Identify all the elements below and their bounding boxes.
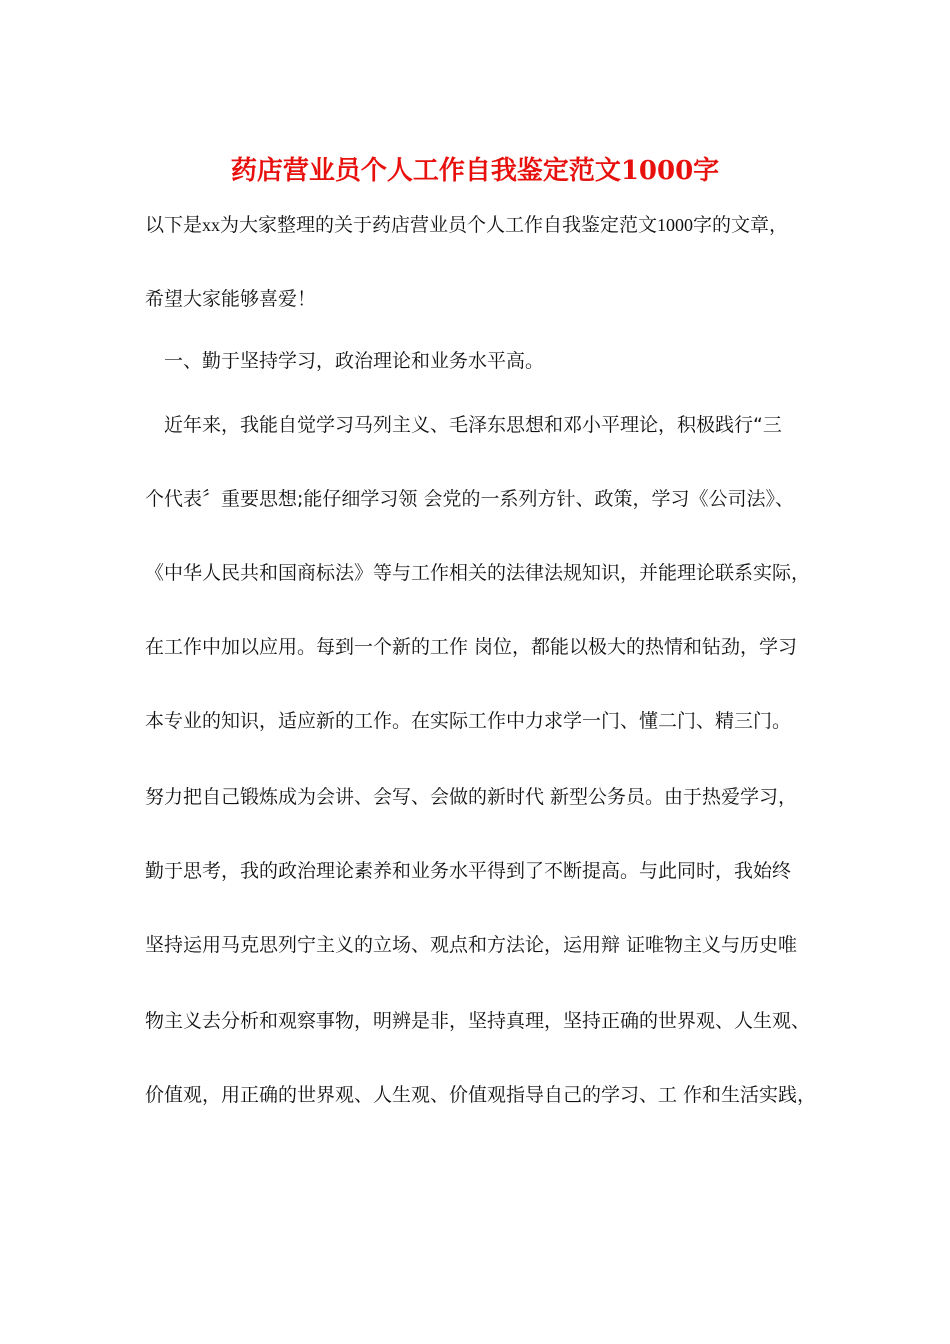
intro-line-1 <box>145 212 825 238</box>
intro-line-2: 希望大家能够喜爱！ <box>145 288 317 310</box>
paragraph-line: 物主义去分析和观察事物，明辨是非，坚持真理，坚持正确的世界观、人生观、 <box>145 1010 811 1032</box>
paragraph-line: 努力把自己锻炼成为会讲、会写、会做的新时代 新型公务员。由于热爱学习， <box>145 786 798 808</box>
paragraph-line: 《中华人民共和国商标法》等与工作相关的法律法规知识，并能理论联系实际， <box>145 562 811 584</box>
paragraph-line: 在工作中加以应用。每到一个新的工作 岗位，都能以极大的热情和钻劲，学习 <box>145 636 798 658</box>
paragraph-line: 本专业的知识，适应新的工作。在实际工作中力求学一门、懂二门、精三门。 <box>145 710 792 732</box>
paragraph-line: 近年来，我能自觉学习马列主义、毛泽东思想和邓小平理论，积极践行“三 <box>145 414 782 436</box>
paragraph-line: 坚持运用马克思列宁主义的立场、观点和方法论，运用辩 证唯物主义与历史唯 <box>145 934 798 956</box>
intro-text: 以下是 <box>145 214 203 236</box>
paragraph-line: 勤于思考，我的政治理论素养和业务水平得到了不断提高。与此同时，我始终 <box>145 860 792 882</box>
paragraph-line: 价值观，用正确的世界观、人生观、价值观指导自己的学习、工 作和生活实践， <box>145 1084 817 1106</box>
document-title: 药店营业员个人工作自我鉴定范文1000字 <box>230 156 720 186</box>
paragraph-line: 个代表〞重要思想;能仔细学习领 会党的一系列方针、政策，学习《公司法》、 <box>145 488 794 510</box>
intro-text: 为大家整理的关于药店营业员个人工作自我鉴定范文 <box>220 214 658 236</box>
section-heading: 一、勤于坚持学习，政治理论和业务水平高。 <box>145 350 545 372</box>
intro-number: 1000 <box>657 215 694 235</box>
intro-text: 字的文章， <box>693 214 789 236</box>
intro-placeholder: xx <box>202 215 221 235</box>
